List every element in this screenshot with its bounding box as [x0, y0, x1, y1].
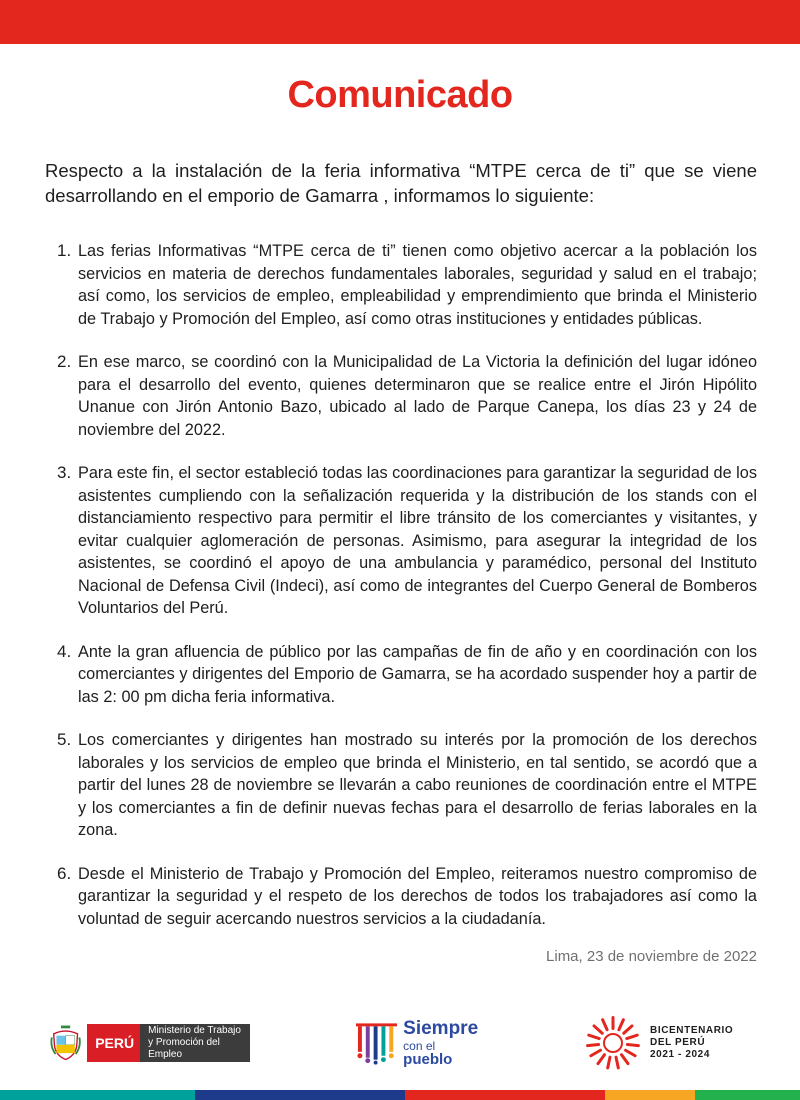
- bicent-line-3: 2021 - 2024: [650, 1049, 710, 1060]
- footer-stripe: [405, 1090, 605, 1100]
- list-item-text: Ante la gran afluencia de público por las campañas de fin de año y en coordinación con los comerciantes y dirigentes del Emporio de Gamarra, se ha acordado suspender hoy a partir de las 2: 00 pm dicha feria informativa.: [78, 642, 757, 706]
- bicentenario-logo: [584, 1013, 754, 1073]
- list-item-number: 4.: [57, 641, 72, 661]
- list-item-number: 5.: [57, 730, 72, 749]
- list-item: [45, 240, 757, 330]
- footer-stripe: [695, 1090, 800, 1100]
- list-item: [45, 641, 757, 709]
- bicent-line-2: DEL PERÚ: [650, 1037, 706, 1048]
- ministry-name: [140, 1024, 250, 1062]
- intro-paragraph: Respecto a la instalación de la feria informativa “MTPE cerca de ti” que se viene desarrollando en el emporio de Gamarra , informamos lo siguiente:: [45, 160, 757, 206]
- list-item-number: 1.: [57, 241, 72, 260]
- siempre-line-2: [403, 1039, 486, 1067]
- list-item: [45, 729, 757, 842]
- list-item-number: 2.: [57, 352, 72, 371]
- footer-stripe: [195, 1090, 405, 1100]
- siempre-line-1: Siempre: [403, 1018, 479, 1039]
- footer-stripe: [0, 1090, 195, 1100]
- peru-label: PERÚ: [87, 1024, 140, 1062]
- list-item-text: Las ferias Informativas “MTPE cerca de ti” tienen como objetivo acercar a la población los servicios en materia de derechos fundamentales laborales, seguridad y salud en el trabajo; así como, los servicios de empleo, empleabilidad y emprendimiento que brinda el Ministerio de Trabajo y Promoción del Empleo, así como otras instituciones y entidades públicas.: [78, 242, 757, 328]
- numbered-list: [45, 240, 757, 951]
- date-line: Lima, 23 de noviembre de 2022: [546, 948, 757, 965]
- siempre-con: con el: [403, 1039, 436, 1053]
- list-item-text: Desde el Ministerio de Trabajo y Promoción del Empleo, reiteramos nuestro compromiso de garantizar la seguridad y el respeto de los derechos de todos los trabajadores así como la voluntad de seguir acercando nuestros servicios a la ciudadanía.: [78, 864, 757, 928]
- siempre-con-el-pueblo-logo: [356, 1020, 486, 1066]
- peru-ministry-logo: [50, 1023, 250, 1063]
- list-item-number: 6.: [57, 863, 72, 883]
- list-item: [45, 863, 757, 931]
- peru-ministry-label: [87, 1024, 250, 1062]
- list-item-text: Los comerciantes y dirigentes han mostrado su interés por la promoción de los derechos laborales y los servicios de empleo que brinda el Ministerio, en tal sentido, se acordó que a partir del lunes 28 de noviembre se llevarán a cabo reuniones de coordinación entre el MTPE y los comerciantes a fin de definir nuevas fechas para el desarrollo de ferias laborales en la zona.: [78, 731, 757, 839]
- peru-coat-of-arms-icon: [50, 1023, 81, 1063]
- page-title: Comunicado: [287, 74, 513, 116]
- siempre-pueblo-figures-icon: [356, 1021, 397, 1065]
- list-item-text: En ese marco, se coordinó con la Municipalidad de La Victoria la definición del lugar idóneo para el desarrollo del evento, quienes determinaron que se realice entre el Jirón Hipólito Unanue con Jirón Antonio Bazo, ubicado al lado de Parque Canepa, los días 23 y 24 de noviembre del 2022.: [78, 353, 757, 439]
- ministry-line-2: y Promoción del Empleo: [148, 1037, 220, 1060]
- bicentenario-sun-icon: [584, 1014, 642, 1072]
- footer-color-stripes: [0, 1090, 800, 1100]
- bicentenario-text: [650, 1025, 733, 1061]
- siempre-pueblo: pueblo: [403, 1051, 453, 1068]
- list-item: [45, 351, 757, 441]
- bicent-line-1: BICENTENARIO: [650, 1025, 734, 1036]
- footer-stripe: [605, 1090, 695, 1100]
- list-item-number: 3.: [57, 463, 72, 482]
- siempre-text: [403, 1019, 486, 1067]
- list-item: [45, 462, 757, 620]
- ministry-line-1: Ministerio de Trabajo: [148, 1025, 241, 1036]
- top-red-bar: [0, 0, 800, 44]
- list-item-text: Para este fin, el sector estableció todas las coordinaciones para garantizar la seguridad de los asistentes cumpliendo con la señalización requerida y la distribución de los stands con el distanciamiento respectivo para permitir el libre tránsito de los comerciantes y visitantes, y evitar cualquier aglomeración de personas. Asimismo, para asegurar la integridad de los asistentes, se coordinó el apoyo de una ambulancia y paramédico, personal del Instituto Nacional de Defensa Civil (Indeci), así como de integrantes del Cuerpo General de Bomberos Voluntarios del Perú.: [78, 464, 757, 617]
